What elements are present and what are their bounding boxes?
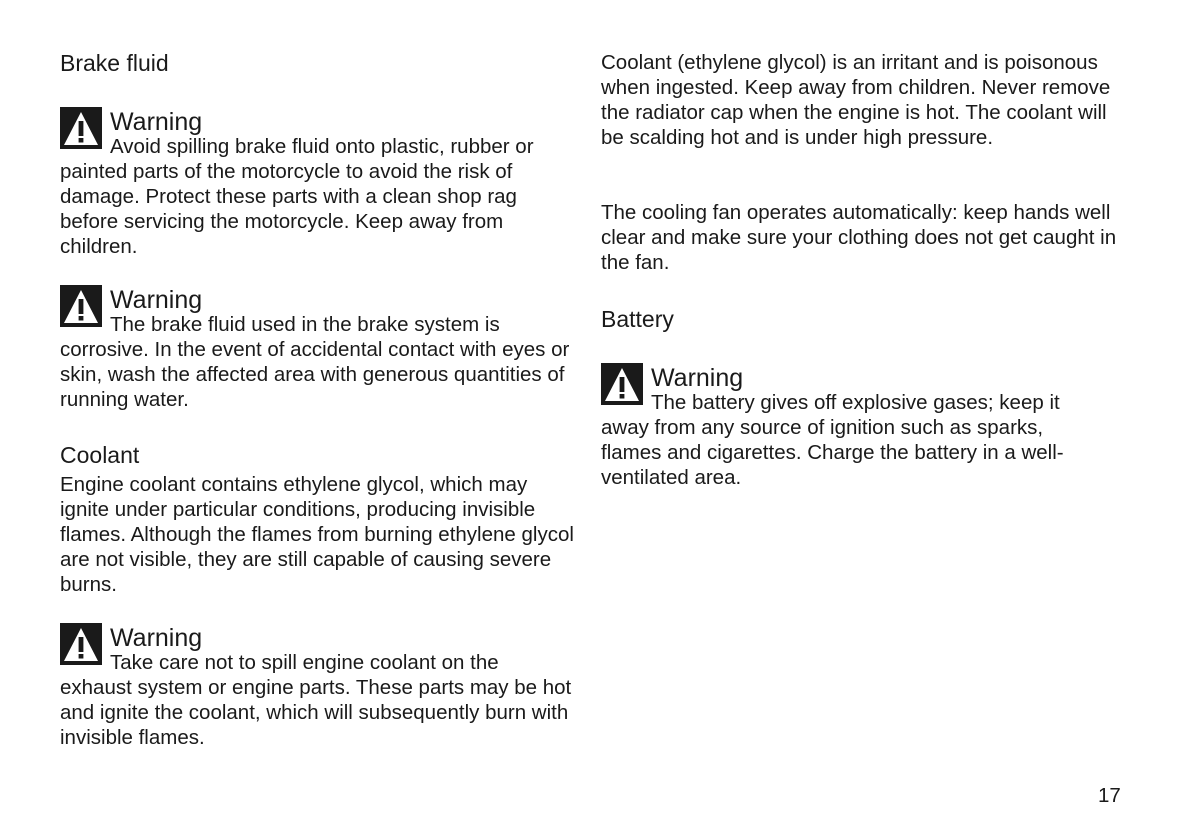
warning-title: Warning bbox=[110, 286, 203, 314]
section-heading-battery: Battery bbox=[601, 306, 674, 332]
warning-battery bbox=[601, 363, 1126, 493]
warning-brake-fluid-spill bbox=[60, 107, 580, 257]
warning-text: The brake fluid used in the brake system is corrosive. In the event of accidental contact with eyes or skin, wash the affected area with generous quantities of running water. bbox=[60, 313, 570, 411]
cooling-fan-paragraph: The cooling fan operates automatically: keep hands well clear and make sure your clothing does not get caught in the fan. bbox=[601, 201, 1117, 274]
warning-text: Avoid spilling brake fluid onto plastic, rubber or painted parts of the motorcycle to avoid the risk of damage. Protect these parts with a clean shop rag before servicing the motorcycle. Keep away from children. bbox=[60, 135, 534, 258]
coolant-paragraph: Engine coolant contains ethylene glycol, which may ignite under particular conditions, producing invisible flames. Although the flames from burning ethylene glycol are not visible, they are still capable of causing severe burns. bbox=[60, 473, 574, 596]
warning-title: Warning bbox=[110, 108, 203, 136]
warning-title: Warning bbox=[651, 364, 744, 392]
section-heading-brake-fluid: Brake fluid bbox=[60, 50, 169, 76]
coolant-warning-paragraph: Coolant (ethylene glycol) is an irritant and is poisonous when ingested. Keep away from children. Never remove the radiator cap when the engine is hot. The coolant will be scalding hot and is under high pressure. bbox=[601, 51, 1111, 149]
section-heading-coolant: Coolant bbox=[60, 442, 140, 468]
warning-coolant-spill bbox=[60, 623, 580, 753]
warning-text: The battery gives off explosive gases; keep it away from any source of ignition such as sparks, flames and cigarettes. Charge the battery in a well-ventilated area. bbox=[601, 391, 1064, 489]
warning-brake-fluid-corrosive bbox=[60, 285, 580, 415]
warning-text: Take care not to spill engine coolant on the exhaust system or engine parts. These parts may be hot and ignite the coolant, which will subsequently burn with invisible flames. bbox=[60, 651, 572, 749]
warning-title: Warning bbox=[110, 624, 203, 652]
page-number: 17 bbox=[1098, 784, 1121, 807]
